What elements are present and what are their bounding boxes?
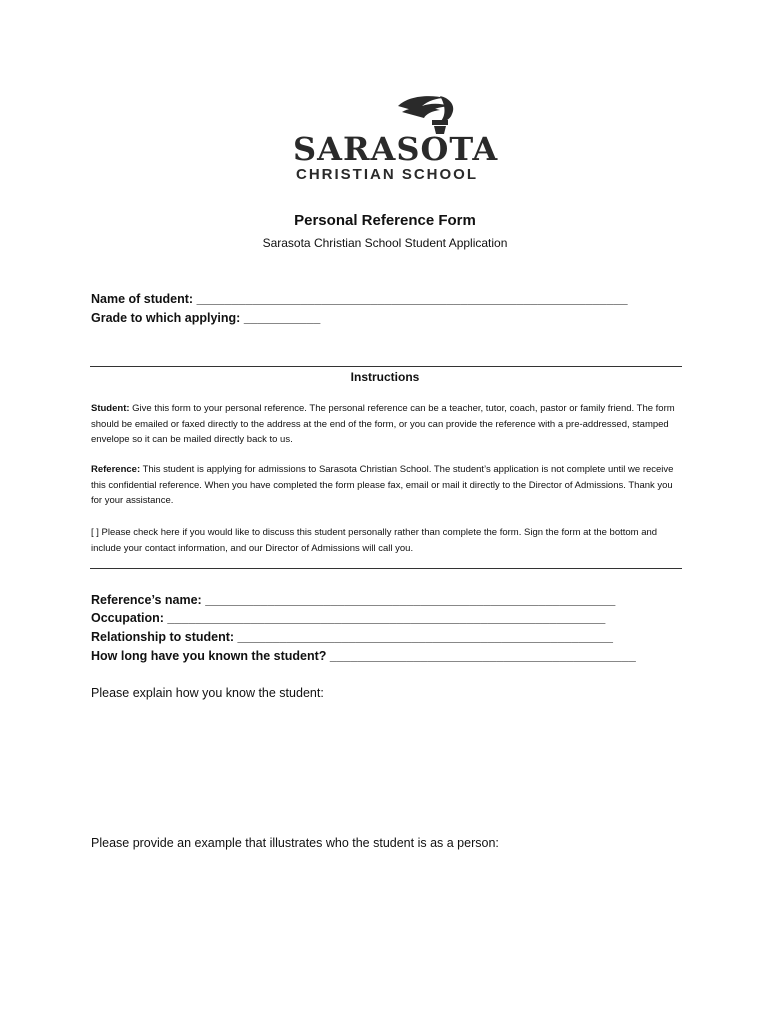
instructions-heading: Instructions — [350, 370, 420, 384]
question-example: Please provide an example that illustrates who the student is as a person: — [91, 836, 499, 850]
relationship-label: Relationship to student: — [91, 630, 235, 644]
reference-name-blank[interactable]: ___________________________________________________________ — [205, 593, 616, 607]
relationship-field[interactable] — [91, 630, 613, 644]
form-title: Personal Reference Form — [294, 212, 476, 229]
reference-name-label: Reference’s name: — [91, 593, 202, 607]
known-duration-label: How long have you known the student? — [91, 649, 327, 663]
occupation-label: Occupation: — [91, 611, 164, 625]
known-duration-field[interactable] — [91, 649, 636, 663]
grade-label: Grade to which applying: — [91, 311, 241, 325]
known-duration-blank[interactable]: ____________________________________________ — [329, 649, 636, 663]
student-instructions-label: Student: — [91, 403, 130, 414]
student-name-label: Name of student: — [91, 292, 194, 306]
grade-field[interactable] — [91, 311, 320, 325]
school-logo — [290, 92, 499, 188]
student-instructions — [91, 401, 681, 448]
reference-instructions-text: This student is applying for admissions to Sarasota Christian School. The student’s application is not complete until we receive this confidential reference. When you have completed the form please fax, email or mail it directly to the Director of Admissions. Thank you for your assistance. — [91, 464, 674, 506]
occupation-field[interactable] — [91, 611, 605, 625]
student-instructions-text: Give this form to your personal reference. The personal reference can be a teacher, tutor, coach, pastor or family friend. The form should be emailed or faxed directly to the address at the end of the form, or you can provide the reference with a pre-addressed, stamped envelope so it can be mailed directly back to us. — [91, 403, 675, 445]
student-name-field[interactable] — [91, 292, 628, 306]
reference-instructions — [91, 462, 681, 509]
instructions-top-divider — [90, 366, 682, 367]
student-name-blank[interactable]: ______________________________________________________________ — [196, 292, 628, 306]
discuss-checkbox-text: [ ] Please check here if you would like to discuss this student personally rather than complete the form. Sign the form at the bottom and include your contact information, and our Director of Admissions will call you. — [91, 527, 658, 554]
question-how-know: Please explain how you know the student: — [91, 686, 324, 700]
form-subtitle: Sarasota Christian School Student Application — [262, 236, 508, 250]
relationship-blank[interactable]: ______________________________________________________ — [237, 630, 613, 644]
discuss-checkbox-option[interactable] — [91, 525, 681, 556]
reference-name-field[interactable] — [91, 593, 615, 607]
reference-instructions-label: Reference: — [91, 464, 141, 475]
logo-school-name: SARASOTA — [293, 130, 499, 168]
grade-blank[interactable]: ___________ — [243, 311, 321, 325]
logo-school-subname: CHRISTIAN SCHOOL — [296, 166, 478, 183]
torch-flame-icon — [388, 92, 458, 134]
instructions-bottom-divider — [90, 568, 682, 569]
occupation-blank[interactable]: _______________________________________________________________ — [167, 611, 606, 625]
